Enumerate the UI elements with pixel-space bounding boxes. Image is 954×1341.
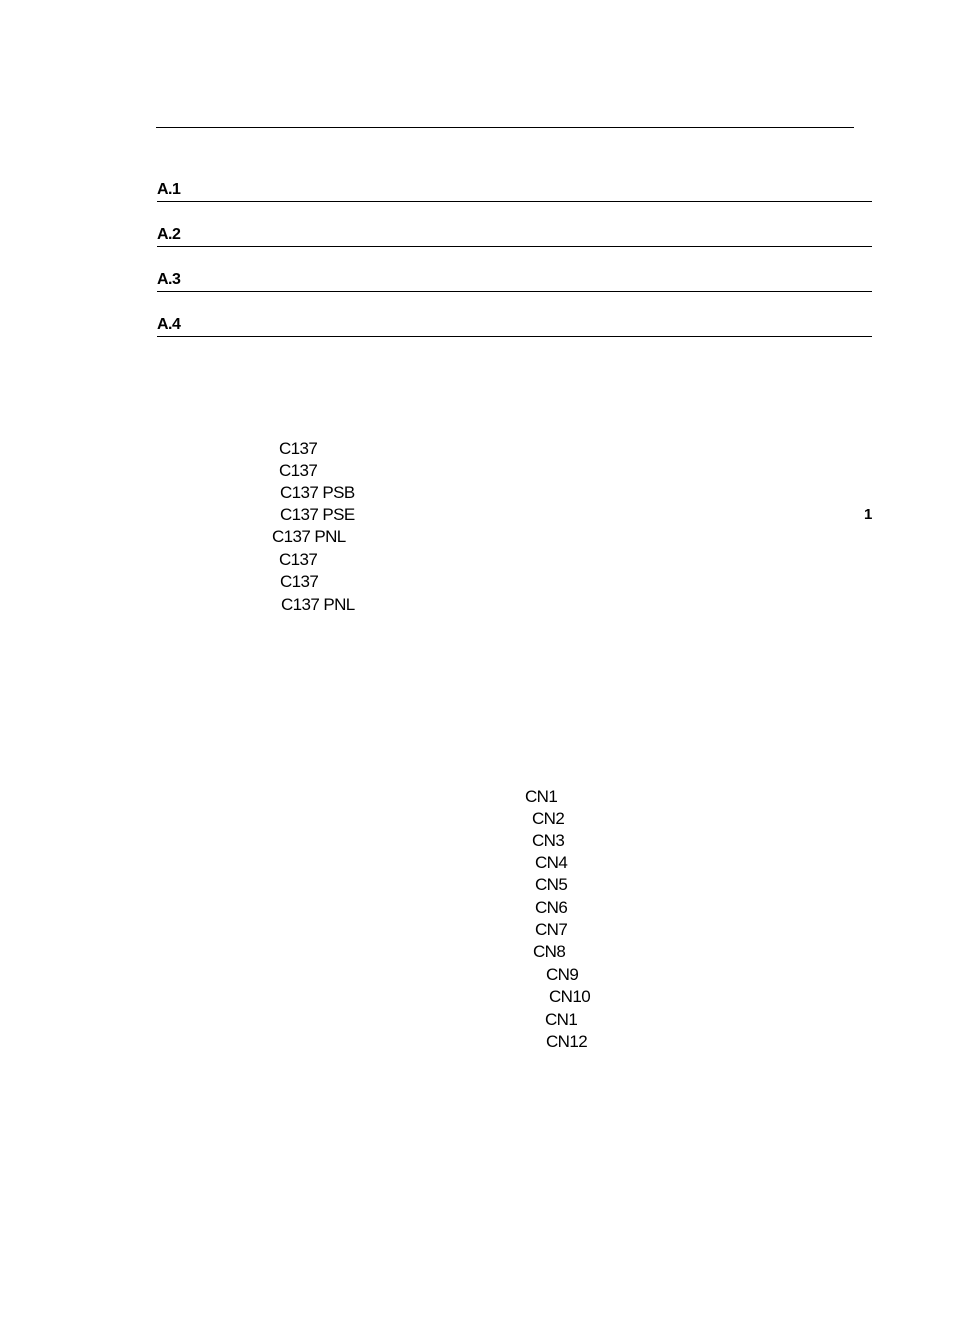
board-label: C137 [279,461,318,480]
connector-label: CN1 [525,787,558,806]
board-label: C137 [279,550,318,569]
connector-label: CN1 [545,1010,578,1029]
connector-label: CN6 [535,898,568,917]
board-label: C137 PSE [280,505,355,524]
board-label: C137 [280,572,319,591]
connector-label: CN7 [535,920,568,939]
section-a2-row [157,222,872,247]
section-number: A.3 [157,271,181,288]
connector-label: CN4 [535,853,568,872]
header-rule [156,127,854,128]
section-number: A.1 [157,181,181,198]
section-a4-row [157,312,872,337]
board-label: C137 PSB [280,483,355,502]
section-number: A.4 [157,316,181,333]
page-marker: 1 [864,506,873,523]
connector-label: CN10 [549,987,591,1006]
connector-label: CN8 [533,942,566,961]
section-number: A.2 [157,226,181,243]
board-label: C137 [279,439,318,458]
connector-label: CN12 [546,1032,588,1051]
connector-label: CN9 [546,965,579,984]
section-a3-row [157,267,872,292]
connector-label: CN5 [535,875,568,894]
connector-label: CN2 [532,809,565,828]
board-label: C137 PNL [272,527,346,546]
board-label: C137 PNL [281,595,355,614]
section-a1-row [157,177,872,202]
connector-label: CN3 [532,831,565,850]
